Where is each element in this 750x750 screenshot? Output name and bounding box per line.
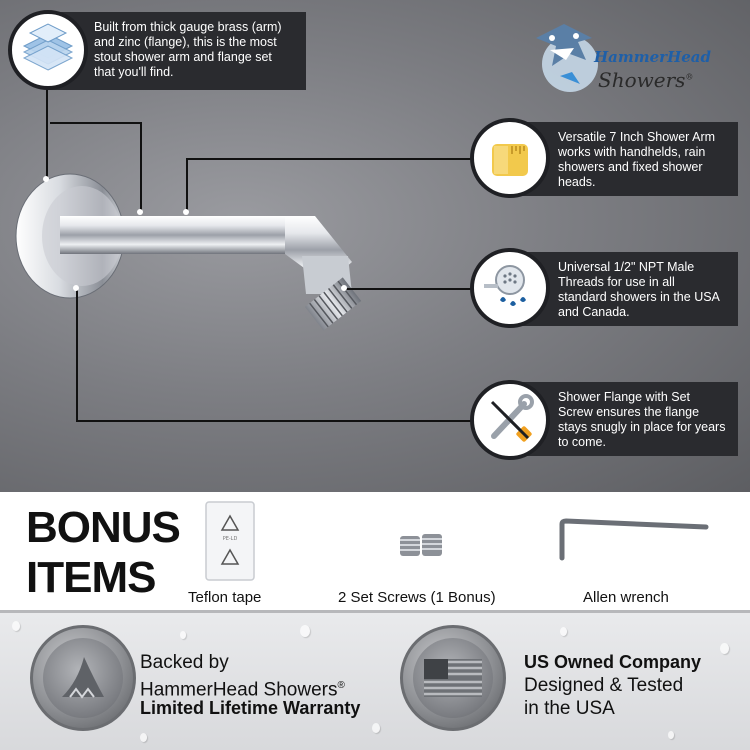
bonus-item-label: 2 Set Screws (1 Bonus) xyxy=(338,589,496,606)
marker-dot xyxy=(341,285,347,291)
leader-line xyxy=(76,288,78,422)
allen-wrench-image xyxy=(556,518,710,562)
callout-threads-text: Universal 1/2" NPT Male Threads for use in all standard showers in the USA and Canada. xyxy=(558,260,720,319)
shark-logo-icon xyxy=(530,14,602,94)
origin-line3: in the USA xyxy=(524,698,615,719)
origin-line2: Designed & Tested xyxy=(524,675,684,696)
marker-dot xyxy=(183,209,189,215)
bonus-title-line1: BONUS xyxy=(26,503,180,552)
leader-line xyxy=(344,288,472,290)
leader-line xyxy=(50,122,142,124)
tools-icon xyxy=(470,380,550,460)
water-drop xyxy=(372,723,380,733)
bonus-title xyxy=(26,503,180,602)
bonus-title-line2: ITEMS xyxy=(26,553,156,602)
leader-line xyxy=(186,158,188,212)
callout-material-text: Built from thick gauge brass (arm) and zinc (flange), this is the most stout shower arm and flange set that you'll find. xyxy=(94,20,282,79)
warranty-medal xyxy=(30,625,136,731)
water-drop xyxy=(12,621,20,631)
origin-line1: US Owned Company xyxy=(524,652,702,672)
bonus-item-label: Allen wrench xyxy=(583,589,669,606)
bonus-item-label: Teflon tape xyxy=(188,589,262,606)
bonus-items-section xyxy=(0,492,750,610)
svg-text:PE-LD: PE-LD xyxy=(222,536,238,542)
warranty-brand: HammerHead Showers xyxy=(140,679,338,701)
water-drop xyxy=(560,627,567,636)
layers-icon xyxy=(8,10,88,90)
logo-text-hammerhead: HammerHead xyxy=(594,48,712,66)
set-screws-image xyxy=(398,530,446,560)
shark-fin-icon xyxy=(56,651,110,705)
warranty-line3: Limited Lifetime Warranty xyxy=(140,698,361,718)
callout-flange-text: Shower Flange with Set Screw ensures the flange stays snugly in place for years to come. xyxy=(558,390,726,449)
water-drop xyxy=(140,733,147,742)
registered-mark: ® xyxy=(337,680,345,691)
teflon-tape-image xyxy=(204,500,256,582)
hammerhead-logo xyxy=(530,14,712,94)
ruler-icon xyxy=(470,118,550,198)
water-drop xyxy=(668,731,674,739)
logo-text-showers xyxy=(598,68,693,92)
leader-line xyxy=(140,122,142,212)
callout-length-text: Versatile 7 Inch Shower Arm works with handhelds, rain showers and fixed shower heads. xyxy=(558,130,716,189)
us-flag-icon xyxy=(424,659,482,697)
logo-showers-word: Showers xyxy=(598,68,686,92)
water-drop xyxy=(720,643,729,654)
marker-dot xyxy=(43,176,49,182)
shower-head-icon xyxy=(470,248,550,328)
usa-medal xyxy=(400,625,506,731)
registered-mark: ® xyxy=(685,72,694,82)
water-drop xyxy=(300,625,310,637)
water-drop xyxy=(180,631,186,639)
leader-line xyxy=(186,158,472,160)
guarantee-section xyxy=(0,610,750,750)
leader-line xyxy=(76,420,472,422)
marker-dot xyxy=(137,209,143,215)
marker-dot xyxy=(73,285,79,291)
warranty-line1: Backed by xyxy=(140,652,229,673)
